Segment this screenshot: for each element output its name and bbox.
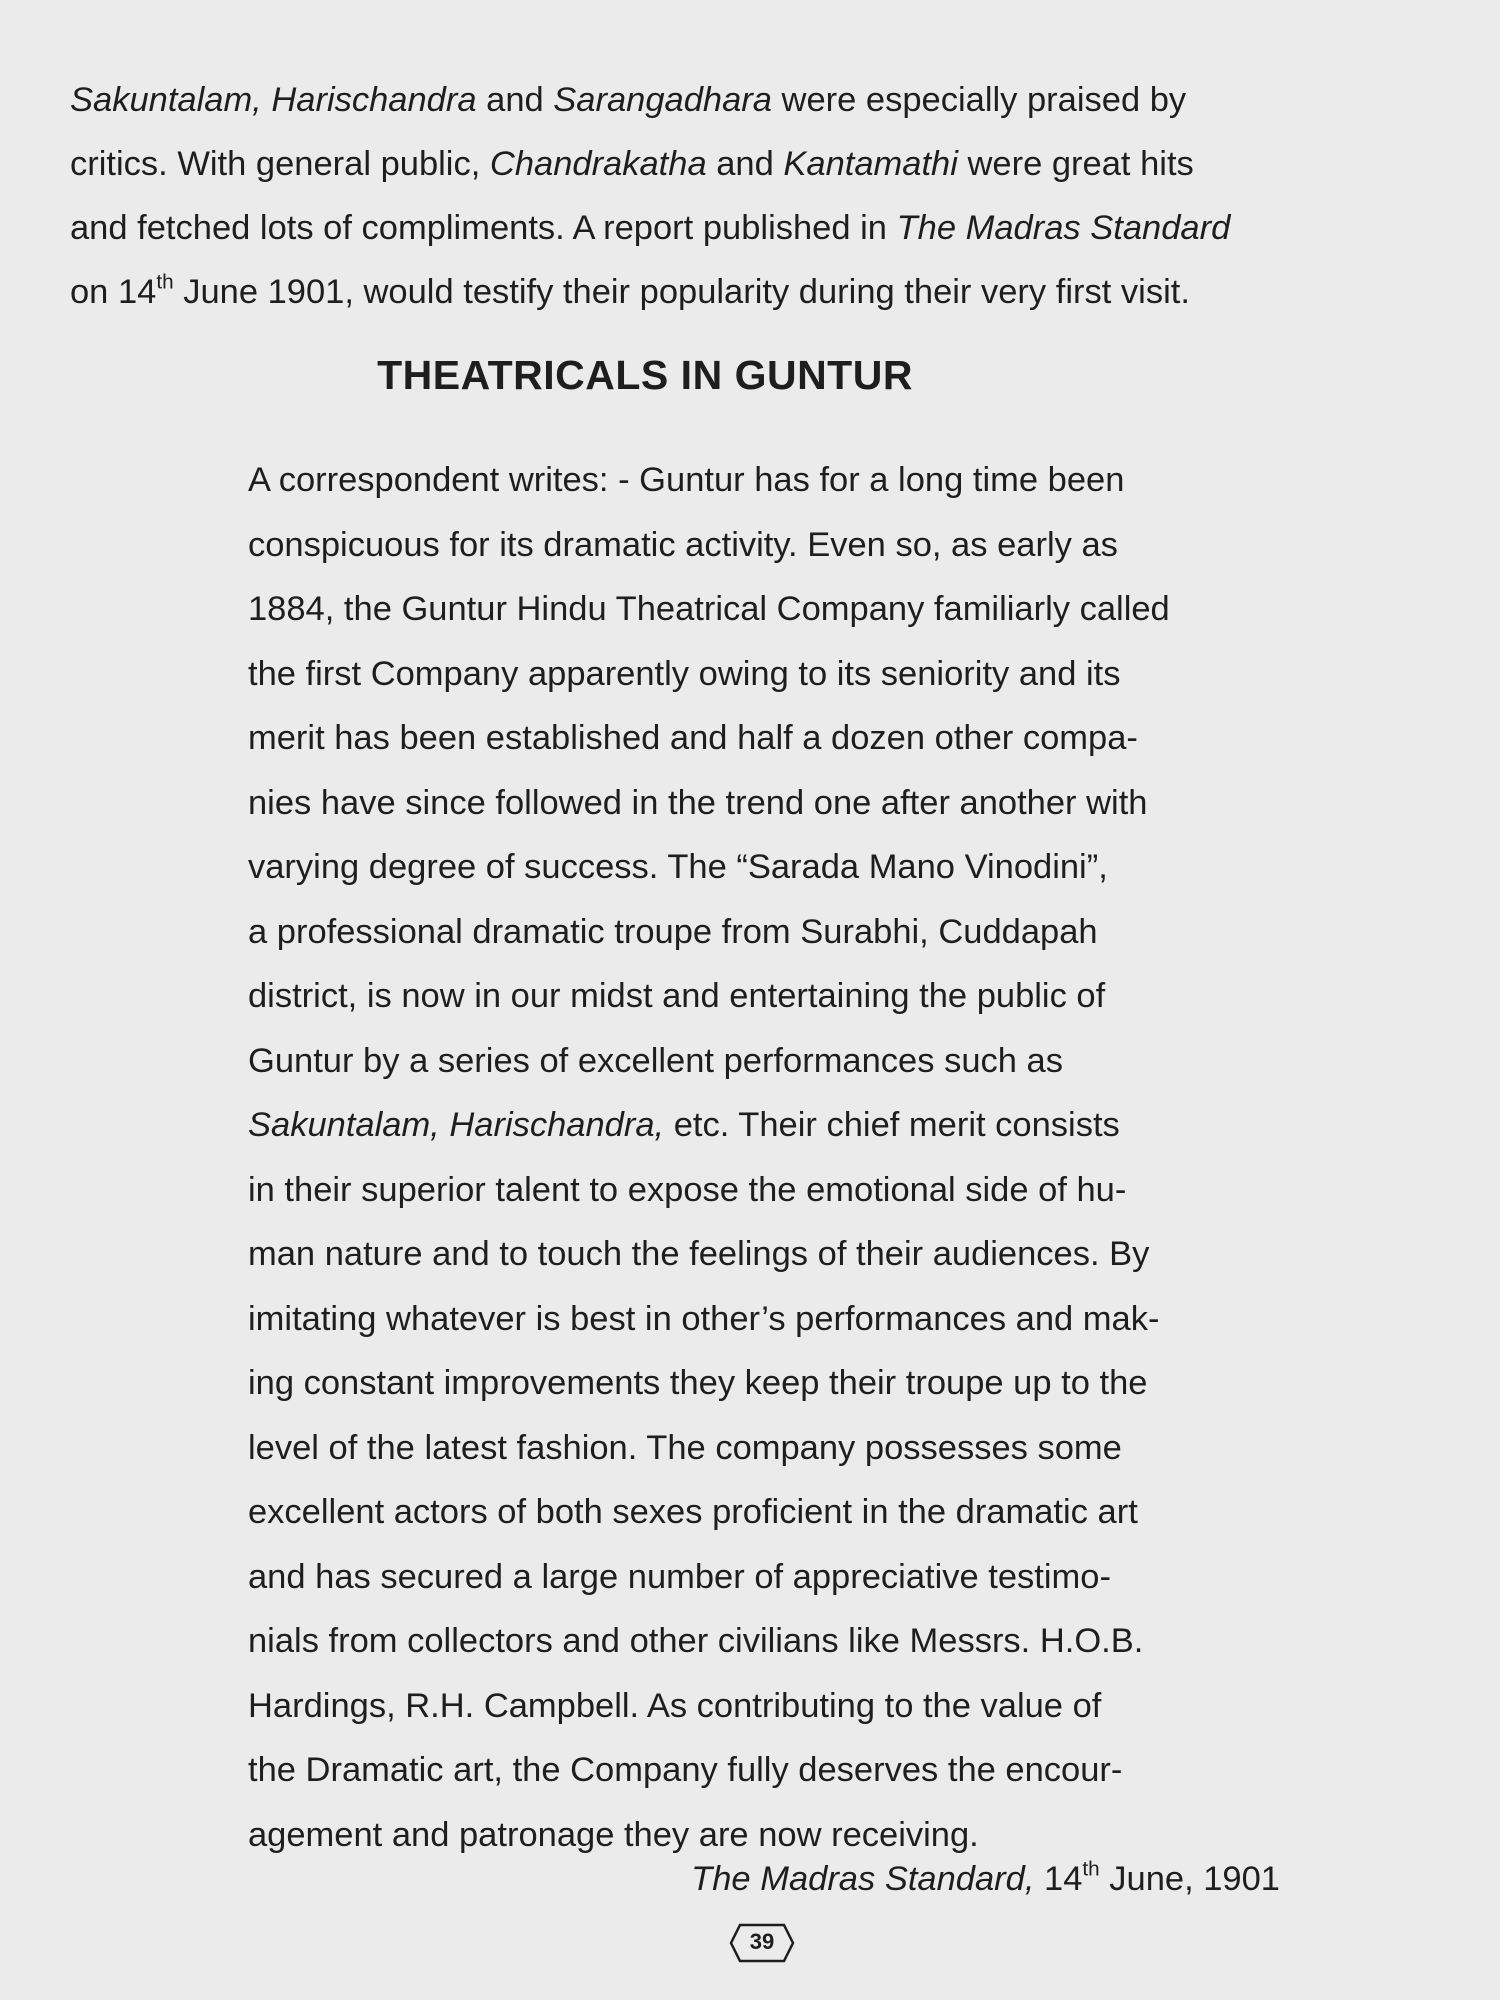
text-line (248, 1416, 1288, 1481)
text-line (248, 771, 1288, 836)
text-line (248, 1480, 1288, 1545)
text-line (248, 1545, 1288, 1610)
text-run: Guntur by a series of excellent performances such as (248, 1041, 1063, 1080)
text-run: varying degree of success. The “Sarada Mano Vinodini”, (248, 848, 1108, 886)
page-number-badge (728, 1922, 796, 1964)
text-run: conspicuous for its dramatic activity. Even so, as early as (248, 525, 1118, 564)
text-run: were great hits (957, 145, 1194, 183)
text-line (70, 260, 1470, 324)
text-run: in their superior talent to expose the emotional side of hu- (248, 1170, 1127, 1209)
text-line (248, 900, 1288, 965)
text-run: district, is now in our midst and entertaining the public of (248, 977, 1106, 1015)
text-line (248, 642, 1288, 707)
text-run: a professional dramatic troupe from Surabhi, Cuddapah (248, 912, 1098, 951)
italic-text: Sarangadhara (553, 81, 772, 119)
text-run: critics. With general public, (70, 145, 490, 183)
text-line (248, 964, 1288, 1029)
italic-text: Sakuntalam, Harischandra (70, 81, 477, 119)
text-line (248, 1158, 1288, 1223)
text-line (70, 132, 1470, 196)
italic-text: The Madras Standard (896, 209, 1231, 247)
text-run: ing constant improvements they keep their troupe up to the (248, 1364, 1148, 1402)
text-run: June 1901, would testify their popularity during their very first visit. (173, 273, 1190, 311)
text-line (70, 68, 1470, 132)
text-line (248, 1351, 1288, 1416)
text-run: and has secured a large number of appreciative testimo- (248, 1557, 1111, 1596)
text-run: nials from collectors and other civilians like Messrs. H.O.B. (248, 1622, 1144, 1660)
text-line (248, 835, 1288, 900)
text-run: nies have since followed in the trend one after another with (248, 783, 1148, 822)
text-run: 1884, the Guntur Hindu Theatrical Company familiarly called (248, 590, 1170, 628)
text-run: and fetched lots of compliments. A report published in (70, 209, 897, 247)
text-line (248, 1609, 1288, 1674)
text-run: agement and patronage they are now receiving. (248, 1815, 979, 1854)
text-run: excellent actors of both sexes proficient in the dramatic art (248, 1493, 1138, 1531)
text-line (248, 513, 1288, 578)
text-line (248, 1738, 1288, 1803)
text-run: and (476, 81, 554, 119)
text-run: the first Company apparently owing to its seniority and its (248, 654, 1121, 693)
text-run: level of the latest fashion. The company possesses some (248, 1428, 1122, 1467)
text-line (248, 1674, 1288, 1739)
text-line (248, 448, 1288, 513)
citation (570, 1857, 1280, 1899)
text-line (248, 706, 1288, 771)
text-run: man nature and to touch the feelings of their audiences. By (248, 1235, 1150, 1273)
text-run: June, 1901 (1099, 1860, 1280, 1898)
text-run: on 14 (70, 273, 157, 311)
text-line (70, 196, 1470, 260)
text-run: imitating whatever is best in other’s performances and mak- (248, 1299, 1160, 1338)
text-line (248, 577, 1288, 642)
text-run: and (706, 145, 784, 183)
text-run: 14 (1034, 1860, 1083, 1898)
intro-paragraph (70, 68, 1470, 324)
text-line (248, 1803, 1288, 1868)
section-heading: THEATRICALS IN GUNTUR (377, 352, 913, 398)
text-run: A correspondent writes: - Guntur has for a long time been (248, 461, 1125, 499)
italic-text: The Madras Standard, (691, 1860, 1035, 1898)
ordinal-suffix: th (156, 270, 174, 294)
text-line (248, 1029, 1288, 1094)
text-run: Hardings, R.H. Campbell. As contributing to the value of (248, 1686, 1102, 1725)
ordinal-suffix: th (1082, 1857, 1100, 1881)
quoted-report (248, 448, 1288, 1867)
text-line (248, 1093, 1288, 1158)
text-run: the Dramatic art, the Company fully deserves the encour- (248, 1751, 1123, 1789)
text-run: were especially praised by (771, 81, 1187, 119)
text-line (248, 1287, 1288, 1352)
italic-text: Chandrakatha (489, 145, 707, 183)
text-line (248, 1222, 1288, 1287)
italic-text: Kantamathi (783, 145, 958, 183)
text-run: etc. Their chief merit consists (664, 1106, 1120, 1144)
italic-text: Sakuntalam, Harischandra, (248, 1106, 665, 1144)
text-run: merit has been established and half a dozen other compa- (248, 719, 1138, 757)
page-number: 39 (749, 1929, 775, 1954)
